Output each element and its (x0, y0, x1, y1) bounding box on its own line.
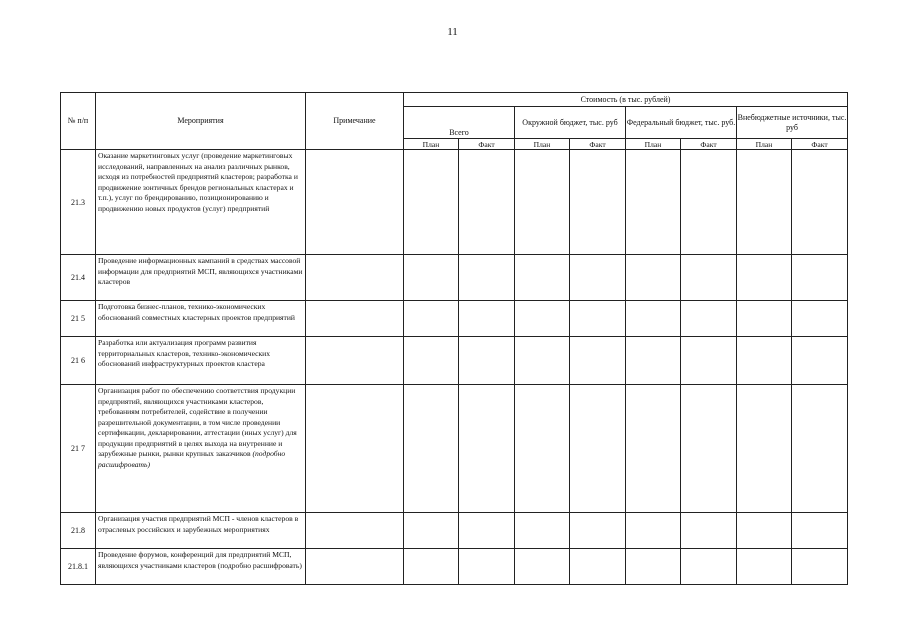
cell (570, 255, 626, 301)
table-row (61, 513, 848, 549)
cell (515, 301, 570, 337)
row-event: Проведение форумов, конференций для предприятий МСП, являющихся участниками кластеров (подробно расшифровать) (96, 549, 306, 585)
cell (792, 549, 848, 585)
header-fact: Факт (681, 139, 737, 150)
row-event-note-italic: (подробно расшифровать) (98, 449, 286, 469)
table-row (61, 385, 848, 513)
cell (792, 301, 848, 337)
cell (737, 385, 792, 513)
cell (626, 385, 681, 513)
cell (626, 549, 681, 585)
row-event-text: Организация работ по обеспечению соответствия продукции предприятий, являющихся участниками кластеров, требованиям потребителей, содействие в получении разрешительной документации, в том числе проведении сертификации, декларировании, аттестации (иных услуг) для продукции предприятий в целях выхода на внутренние и зарубежные рынки, рынки крупных заказчиков (98, 386, 297, 458)
cell (459, 385, 515, 513)
cell (681, 549, 737, 585)
header-fact: Факт (459, 139, 515, 150)
table-row (61, 549, 848, 585)
cell (792, 337, 848, 385)
cell (570, 150, 626, 255)
table-row (61, 337, 848, 385)
row-note (306, 337, 404, 385)
row-number: 21.3 (61, 150, 96, 255)
cell (626, 255, 681, 301)
cell (792, 150, 848, 255)
page-number: 11 (447, 26, 458, 38)
cell (681, 513, 737, 549)
cell (404, 255, 459, 301)
row-event: Подготовка бизнес-планов, технико-экономических обоснований совместных кластерных проектов предприятий (96, 301, 306, 337)
header-group-federal: Федеральный бюджет, тыс. руб. (626, 107, 737, 139)
cell (737, 255, 792, 301)
table-row (61, 150, 848, 255)
row-number: 21.4 (61, 255, 96, 301)
row-number: 21.8 (61, 513, 96, 549)
cell (681, 150, 737, 255)
cell (404, 549, 459, 585)
cell (570, 513, 626, 549)
cell (515, 385, 570, 513)
cell (515, 549, 570, 585)
row-event: Организация участия предприятий МСП - членов кластеров в отраслевых российских и зарубежных мероприятиях (96, 513, 306, 549)
row-number: 21 6 (61, 337, 96, 385)
cell (515, 150, 570, 255)
cell (515, 513, 570, 549)
header-fact: Факт (570, 139, 626, 150)
cell (792, 513, 848, 549)
row-note (306, 385, 404, 513)
cell (570, 337, 626, 385)
cell (626, 337, 681, 385)
cell (404, 385, 459, 513)
row-note (306, 255, 404, 301)
row-note (306, 301, 404, 337)
cell (459, 337, 515, 385)
header-group-extra: Внебюджетные источники, тыс. руб (737, 107, 848, 139)
header-fact: Факт (792, 139, 848, 150)
cell (737, 549, 792, 585)
cell (404, 150, 459, 255)
cell (404, 301, 459, 337)
row-number: 21.8.1 (61, 549, 96, 585)
table-row (61, 301, 848, 337)
row-number: 21 5 (61, 301, 96, 337)
row-event: Проведение информационных кампаний в средствах массовой информации для предприятий МСП, являющихся участниками кластеров (96, 255, 306, 301)
cell (459, 301, 515, 337)
cell (459, 513, 515, 549)
row-note (306, 549, 404, 585)
row-event (96, 385, 306, 513)
cell (737, 150, 792, 255)
cell (459, 255, 515, 301)
header-group-district: Окружной бюджет, тыс. руб (515, 107, 626, 139)
cell (626, 150, 681, 255)
cell (626, 301, 681, 337)
header-plan: План (626, 139, 681, 150)
cell (792, 255, 848, 301)
cell (459, 150, 515, 255)
row-event: Оказание маркетинговых услуг (проведение маркетинговых исследований, направленных на анализ различных рынков, исходя из потребностей предприятий кластеров; разработка и продвижение зонтичных брендов региональных кластерах и т.п.), услуг по брендированию, позиционированию и продвижению новых продуктов (услуг) предприятий (96, 150, 306, 255)
cell (681, 255, 737, 301)
cell (737, 513, 792, 549)
cell (681, 337, 737, 385)
cell (737, 337, 792, 385)
cell (515, 337, 570, 385)
header-event: Мероприятия (96, 93, 306, 150)
cell (626, 513, 681, 549)
cell (681, 385, 737, 513)
cell (515, 255, 570, 301)
row-note (306, 150, 404, 255)
row-event: Разработка или актуализация программ развития территориальных кластеров, технико-экономических обоснований инфраструктурных проектов кластера (96, 337, 306, 385)
cell (570, 385, 626, 513)
header-cost: Стоимость (в тыс. рублей) (404, 93, 848, 107)
cell (404, 513, 459, 549)
cell (459, 549, 515, 585)
table-row (61, 255, 848, 301)
header-plan: План (404, 139, 459, 150)
header-plan: План (737, 139, 792, 150)
header-note: Примечание (306, 93, 404, 150)
events-table (60, 92, 848, 585)
cell (737, 301, 792, 337)
cell (792, 385, 848, 513)
header-num: № п/п (61, 93, 96, 150)
header-group-total: Всего (404, 107, 515, 139)
cell (681, 301, 737, 337)
cell (570, 301, 626, 337)
row-note (306, 513, 404, 549)
cell (404, 337, 459, 385)
cell (570, 549, 626, 585)
row-number: 21 7 (61, 385, 96, 513)
header-plan: План (515, 139, 570, 150)
